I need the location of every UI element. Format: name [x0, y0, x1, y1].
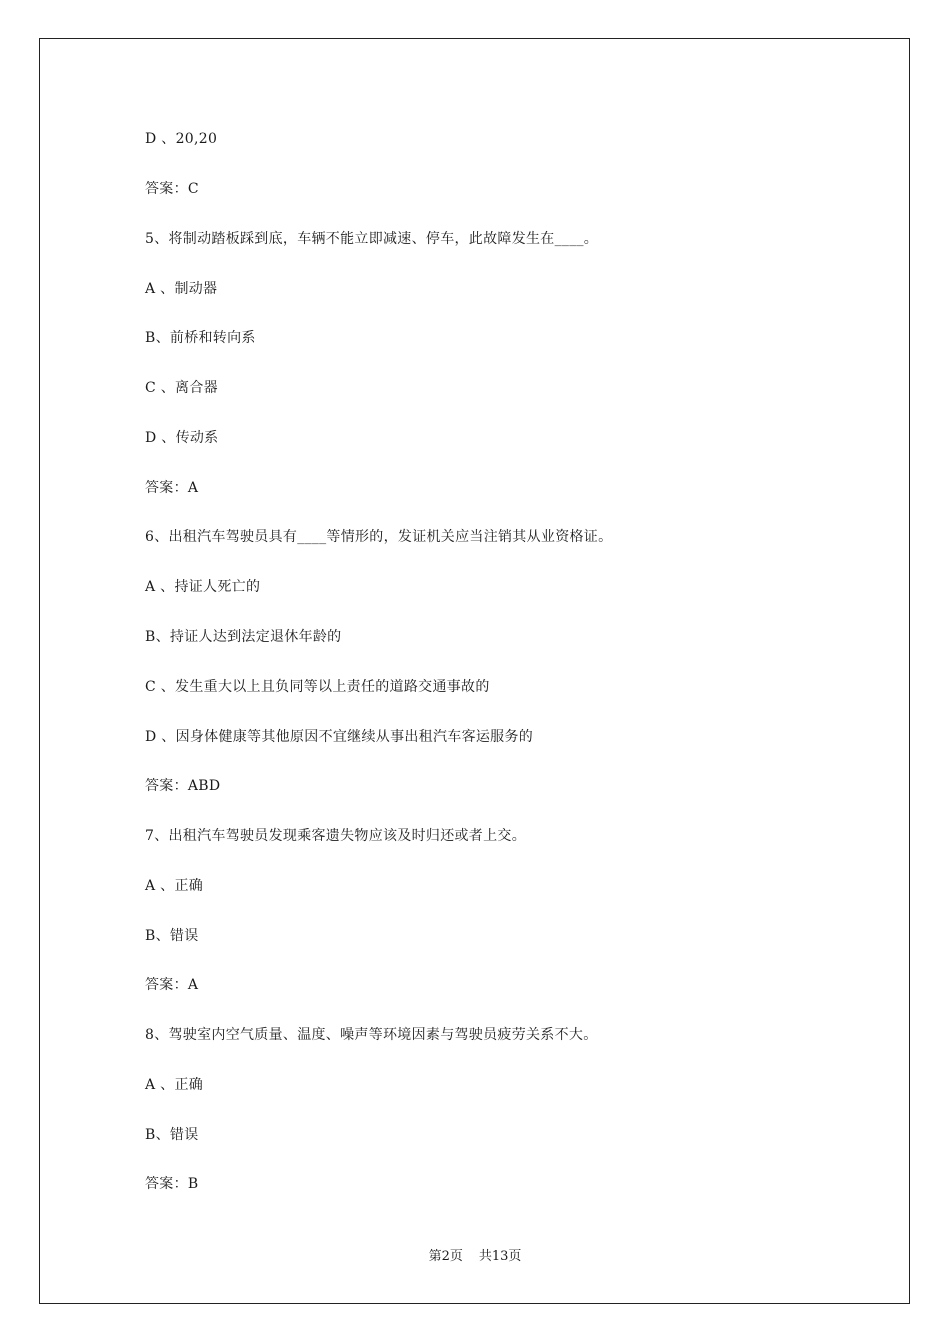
option-d-q5: D 、传动系 [145, 430, 219, 446]
option-b-q8: B、错误 [145, 1127, 199, 1143]
answer-q6: 答案：ABD [145, 778, 221, 794]
question-5: 5、将制动踏板踩到底，车辆不能立即减速、停车，此故障发生在____。 [145, 231, 599, 247]
answer-q7: 答案：A [145, 977, 199, 993]
option-b-q6: B、持证人达到法定退休年龄的 [145, 629, 342, 645]
page-number: 第2页 [428, 1249, 463, 1264]
option-a-q8: A 、正确 [145, 1077, 204, 1093]
option-d-q4: D 、20,20 [145, 131, 218, 147]
answer-q8: 答案：B [145, 1176, 199, 1192]
option-a-q7: A 、正确 [145, 878, 204, 894]
question-7: 7、出租汽车驾驶员发现乘客遗失物应该及时归还或者上交。 [145, 828, 527, 844]
option-d-q6: D 、因身体健康等其他原因不宜继续从事出租汽车客运服务的 [145, 729, 534, 745]
page-total: 共13页 [478, 1249, 522, 1264]
option-a-q6: A 、持证人死亡的 [145, 579, 261, 595]
option-b-q7: B、错误 [145, 928, 199, 944]
question-8: 8、驾驶室内空气质量、温度、噪声等环境因素与驾驶员疲劳关系不大。 [145, 1027, 598, 1043]
option-b-q5: B、前桥和转向系 [145, 330, 256, 346]
option-c-q6: C 、发生重大以上且负同等以上责任的道路交通事故的 [145, 679, 490, 695]
page-border [39, 38, 910, 1304]
option-a-q5: A 、制动器 [145, 281, 218, 297]
answer-q5: 答案：A [145, 480, 199, 496]
option-c-q5: C 、离合器 [145, 380, 218, 396]
answer-q4: 答案：C [145, 181, 199, 197]
question-6: 6、出租汽车驾驶员具有____等情形的，发证机关应当注销其从业资格证。 [145, 529, 613, 545]
page-footer [0, 1248, 950, 1266]
